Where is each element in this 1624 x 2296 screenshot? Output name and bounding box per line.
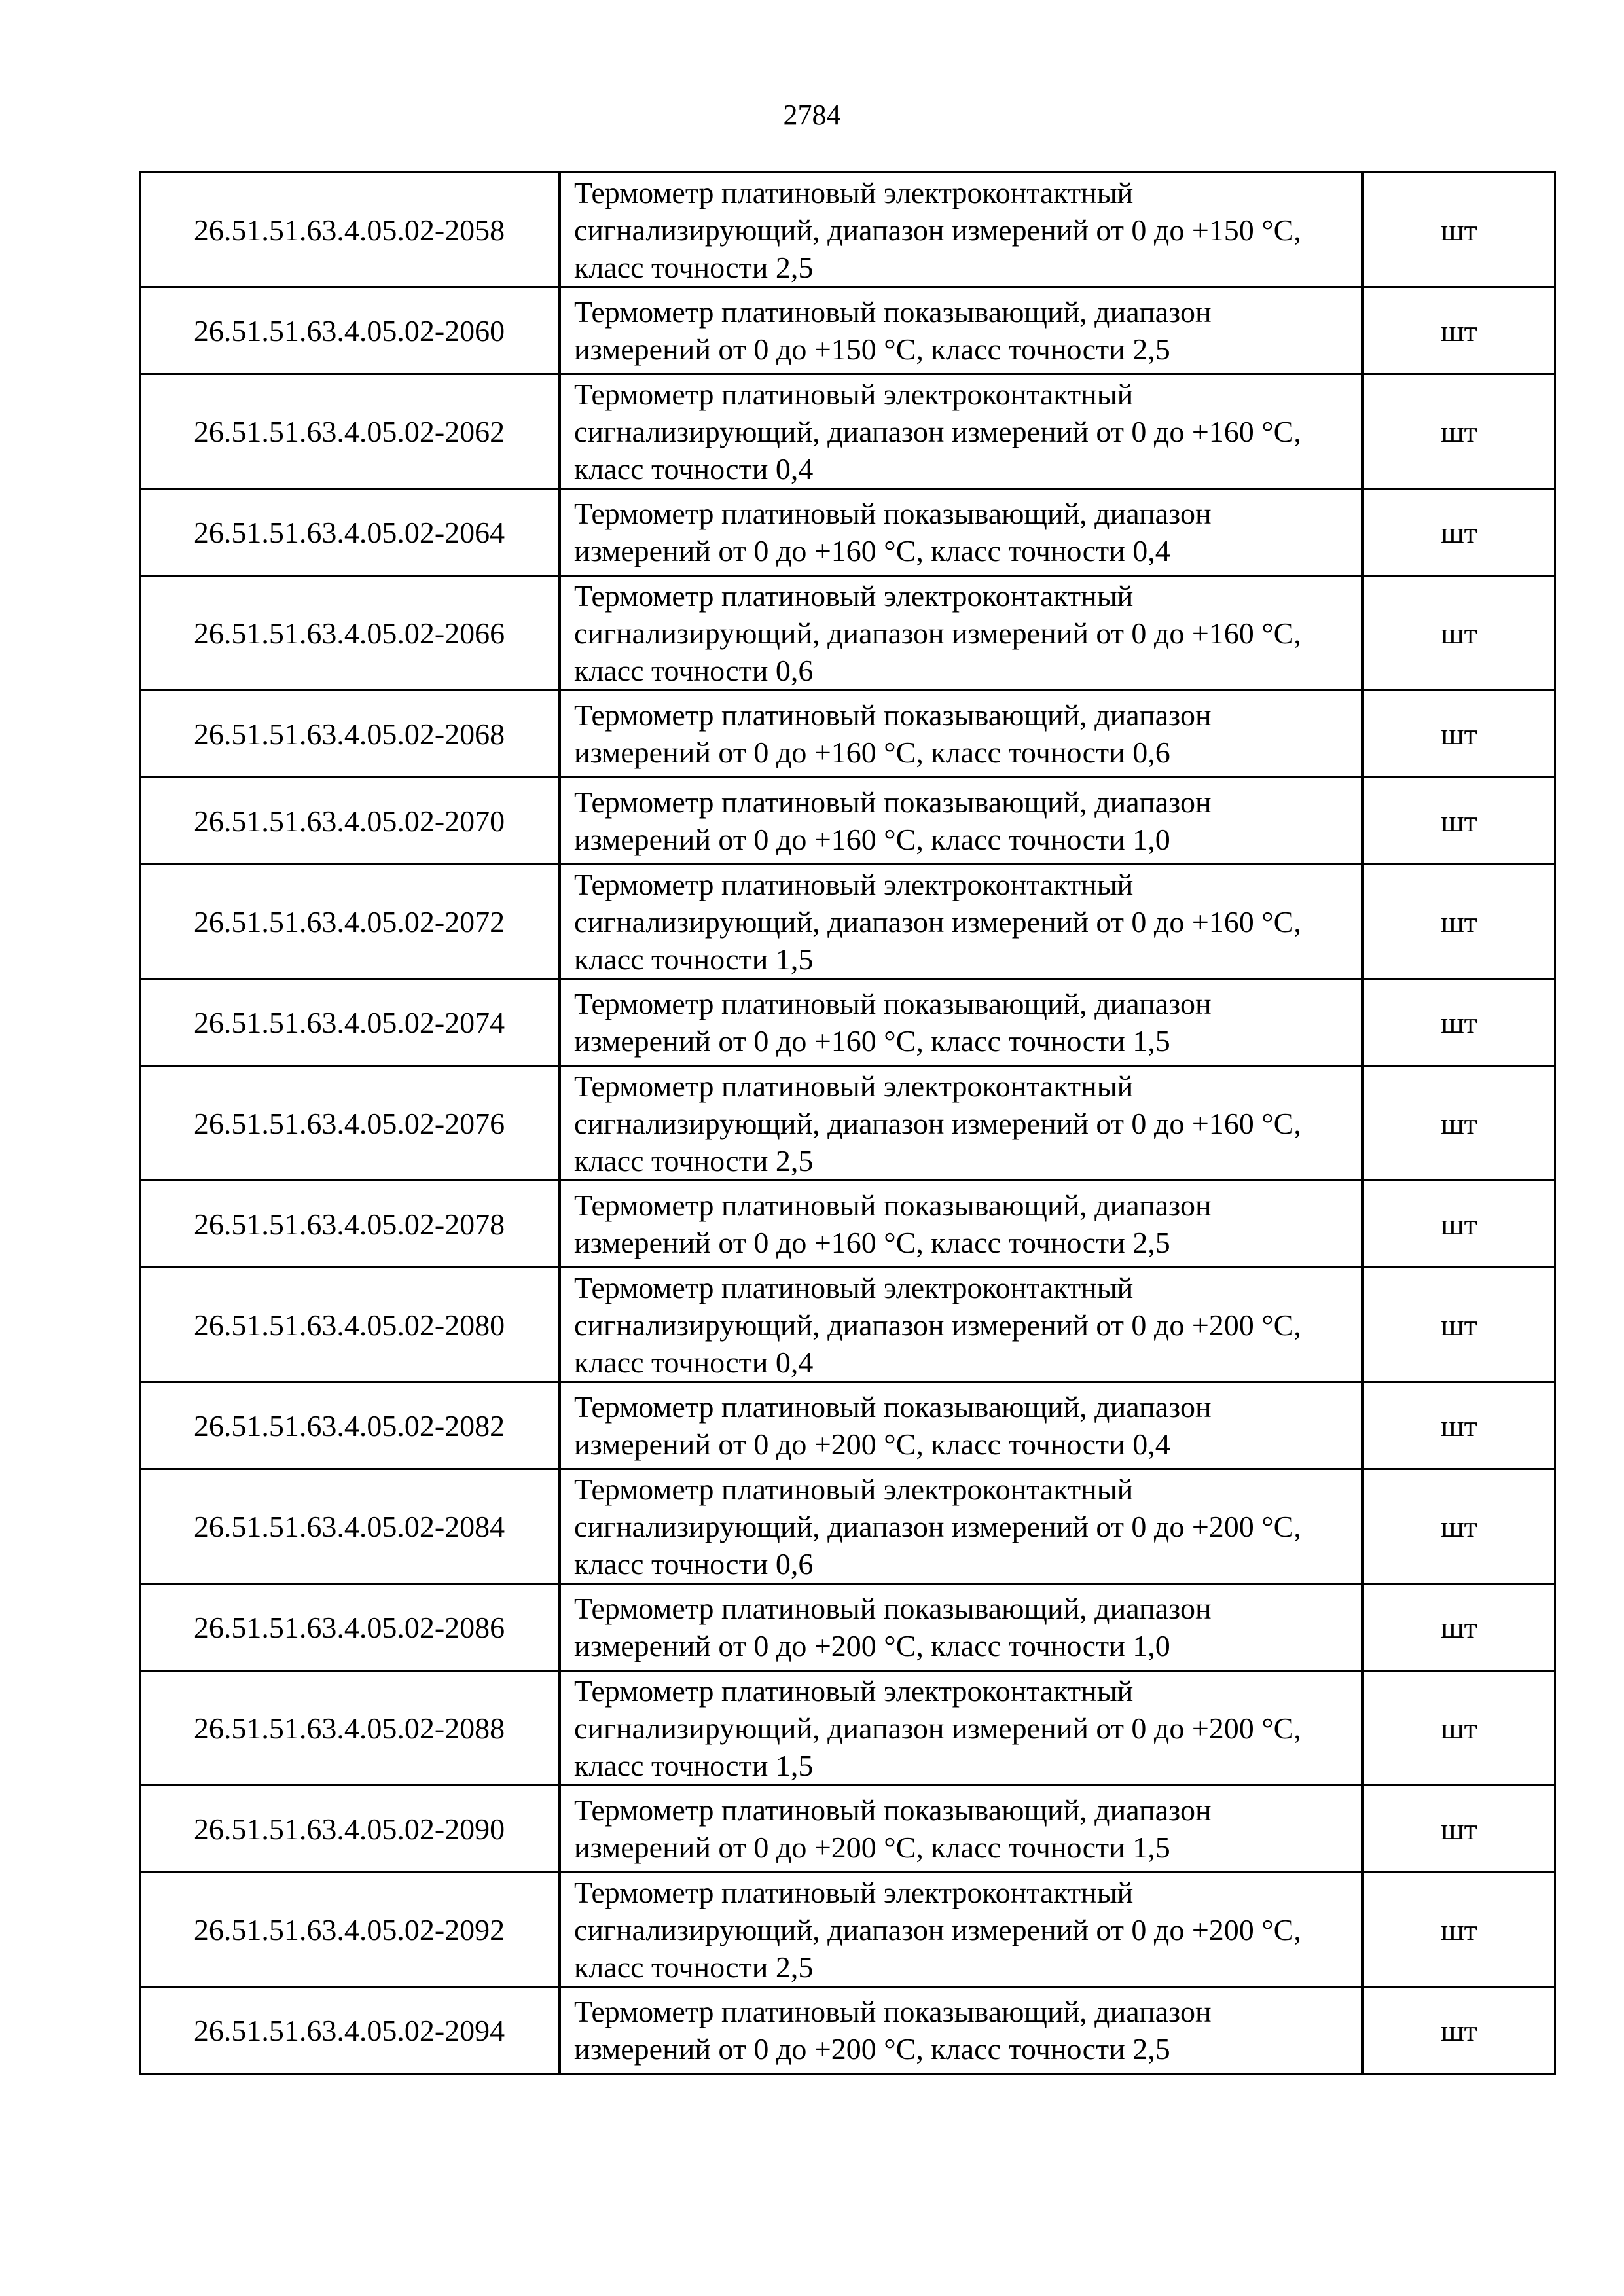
item-code: 26.51.51.63.4.05.02-2072	[140, 865, 560, 979]
item-description: Термометр платиновый показывающий, диапазон измерений от 0 до +160 °C, класс точности 1,5	[560, 979, 1363, 1066]
page-number: 2784	[783, 99, 841, 131]
item-code: 26.51.51.63.4.05.02-2094	[140, 1987, 560, 2074]
item-description: Термометр платиновый показывающий, диапазон измерений от 0 до +200 °C, класс точности 0,4	[560, 1382, 1363, 1469]
item-unit: шт	[1363, 1785, 1555, 1873]
table-row	[140, 865, 1555, 979]
item-unit: шт	[1363, 778, 1555, 865]
item-description: Термометр платиновый электроконтактный сигнализирующий, диапазон измерений от 0 до +160 °C, класс точности 2,5	[560, 1066, 1363, 1181]
table-row	[140, 1181, 1555, 1268]
item-description: Термометр платиновый показывающий, диапазон измерений от 0 до +200 °C, класс точности 1,0	[560, 1584, 1363, 1671]
item-code: 26.51.51.63.4.05.02-2070	[140, 778, 560, 865]
item-description: Термометр платиновый показывающий, диапазон измерений от 0 до +200 °C, класс точности 2,5	[560, 1987, 1363, 2074]
item-unit: шт	[1363, 1066, 1555, 1181]
item-code: 26.51.51.63.4.05.02-2088	[140, 1671, 560, 1785]
item-description: Термометр платиновый электроконтактный сигнализирующий, диапазон измерений от 0 до +200 °C, класс точности 0,6	[560, 1469, 1363, 1584]
item-unit: шт	[1363, 1584, 1555, 1671]
table-row	[140, 1066, 1555, 1181]
item-code: 26.51.51.63.4.05.02-2074	[140, 979, 560, 1066]
item-code: 26.51.51.63.4.05.02-2064	[140, 489, 560, 576]
item-unit: шт	[1363, 1469, 1555, 1584]
item-unit: шт	[1363, 979, 1555, 1066]
item-code: 26.51.51.63.4.05.02-2062	[140, 374, 560, 489]
item-unit: шт	[1363, 865, 1555, 979]
table-row	[140, 1987, 1555, 2074]
item-unit: шт	[1363, 1382, 1555, 1469]
items-table	[139, 171, 1556, 2075]
item-description: Термометр платиновый электроконтактный сигнализирующий, диапазон измерений от 0 до +200 °C, класс точности 1,5	[560, 1671, 1363, 1785]
item-code: 26.51.51.63.4.05.02-2086	[140, 1584, 560, 1671]
item-unit: шт	[1363, 576, 1555, 691]
item-code: 26.51.51.63.4.05.02-2078	[140, 1181, 560, 1268]
item-code: 26.51.51.63.4.05.02-2076	[140, 1066, 560, 1181]
item-description: Термометр платиновый показывающий, диапазон измерений от 0 до +200 °C, класс точности 1,5	[560, 1785, 1363, 1873]
item-code: 26.51.51.63.4.05.02-2066	[140, 576, 560, 691]
table-row	[140, 1268, 1555, 1382]
table-row	[140, 778, 1555, 865]
table-row	[140, 1785, 1555, 1873]
table-row	[140, 1873, 1555, 1987]
item-description: Термометр платиновый электроконтактный сигнализирующий, диапазон измерений от 0 до +160 °C, класс точности 0,6	[560, 576, 1363, 691]
table-row	[140, 979, 1555, 1066]
table-row	[140, 1671, 1555, 1785]
item-unit: шт	[1363, 1181, 1555, 1268]
item-description: Термометр платиновый показывающий, диапазон измерений от 0 до +150 °C, класс точности 2,5	[560, 287, 1363, 374]
item-unit: шт	[1363, 287, 1555, 374]
table-row	[140, 576, 1555, 691]
item-code: 26.51.51.63.4.05.02-2058	[140, 173, 560, 287]
item-description: Термометр платиновый электроконтактный сигнализирующий, диапазон измерений от 0 до +200 °C, класс точности 2,5	[560, 1873, 1363, 1987]
item-unit: шт	[1363, 173, 1555, 287]
item-code: 26.51.51.63.4.05.02-2082	[140, 1382, 560, 1469]
table-row	[140, 1584, 1555, 1671]
item-description: Термометр платиновый показывающий, диапазон измерений от 0 до +160 °C, класс точности 2,5	[560, 1181, 1363, 1268]
table-row	[140, 173, 1555, 287]
table-row	[140, 489, 1555, 576]
item-unit: шт	[1363, 374, 1555, 489]
item-description: Термометр платиновый показывающий, диапазон измерений от 0 до +160 °C, класс точности 0,6	[560, 691, 1363, 778]
item-unit: шт	[1363, 691, 1555, 778]
item-code: 26.51.51.63.4.05.02-2084	[140, 1469, 560, 1584]
item-code: 26.51.51.63.4.05.02-2092	[140, 1873, 560, 1987]
item-unit: шт	[1363, 1268, 1555, 1382]
item-code: 26.51.51.63.4.05.02-2080	[140, 1268, 560, 1382]
table-row	[140, 374, 1555, 489]
item-code: 26.51.51.63.4.05.02-2090	[140, 1785, 560, 1873]
table-row	[140, 1382, 1555, 1469]
item-description: Термометр платиновый электроконтактный сигнализирующий, диапазон измерений от 0 до +160 °C, класс точности 1,5	[560, 865, 1363, 979]
item-unit: шт	[1363, 1873, 1555, 1987]
table-row	[140, 287, 1555, 374]
item-description: Термометр платиновый электроконтактный сигнализирующий, диапазон измерений от 0 до +150 °C, класс точности 2,5	[560, 173, 1363, 287]
item-unit: шт	[1363, 1671, 1555, 1785]
item-description: Термометр платиновый электроконтактный сигнализирующий, диапазон измерений от 0 до +160 °C, класс точности 0,4	[560, 374, 1363, 489]
table-row	[140, 691, 1555, 778]
table-row	[140, 1469, 1555, 1584]
item-code: 26.51.51.63.4.05.02-2068	[140, 691, 560, 778]
item-description: Термометр платиновый электроконтактный сигнализирующий, диапазон измерений от 0 до +200 °C, класс точности 0,4	[560, 1268, 1363, 1382]
item-description: Термометр платиновый показывающий, диапазон измерений от 0 до +160 °C, класс точности 0,4	[560, 489, 1363, 576]
item-unit: шт	[1363, 489, 1555, 576]
item-code: 26.51.51.63.4.05.02-2060	[140, 287, 560, 374]
item-description: Термометр платиновый показывающий, диапазон измерений от 0 до +160 °C, класс точности 1,0	[560, 778, 1363, 865]
item-unit: шт	[1363, 1987, 1555, 2074]
